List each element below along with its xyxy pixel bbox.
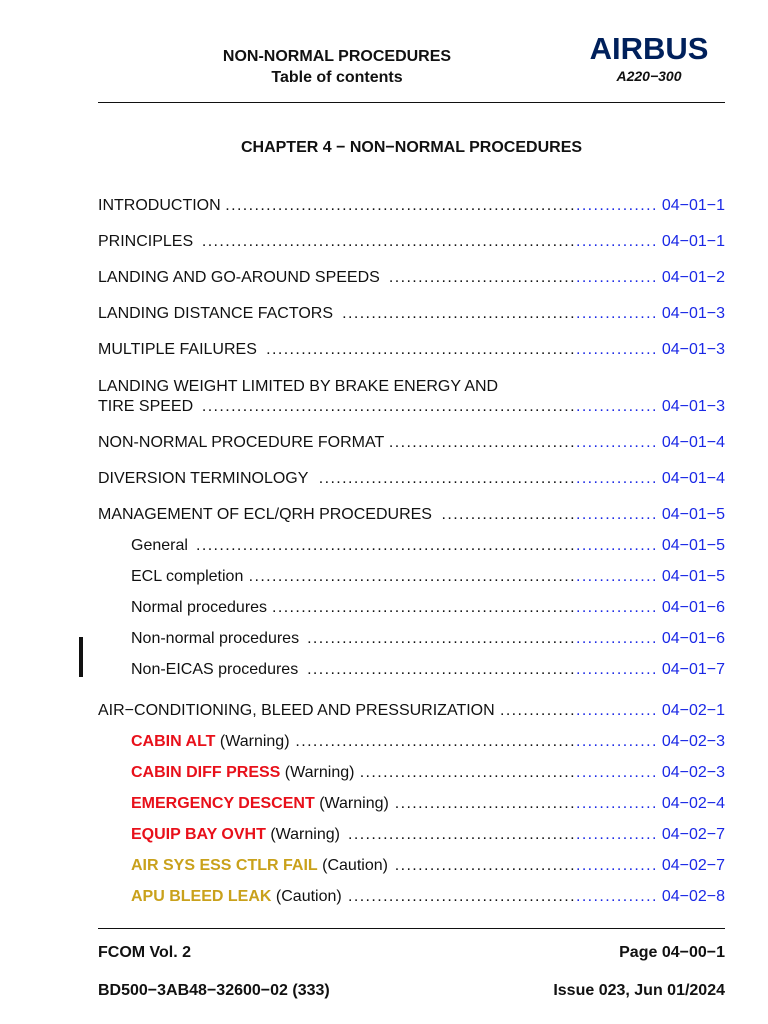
toc-subentry-cabin-alt[interactable]	[131, 732, 725, 752]
footer-issue: Issue 023, Jun 01/2024	[553, 982, 725, 999]
toc-subentry-non-normal-procedures[interactable]	[131, 629, 725, 649]
toc-entry-principles[interactable]	[98, 232, 725, 252]
warning-alert-name: EQUIP BAY OVHT	[131, 826, 266, 843]
dot-leader: ..........................................................	[318, 470, 658, 487]
alert-type: (Caution)	[322, 857, 388, 874]
change-bar	[79, 637, 83, 677]
toc-entry-landing-weight-limited[interactable]	[98, 377, 725, 417]
toc-page-link[interactable]: 04−01−5	[661, 568, 725, 585]
toc-subentry-general[interactable]	[131, 536, 725, 556]
toc-subentry-emergency-descent[interactable]	[131, 794, 725, 814]
dot-leader: ...........................	[499, 702, 658, 719]
dot-leader: ..............................................................................	[201, 398, 658, 415]
header-divider	[98, 102, 725, 103]
toc-entry-non-normal-procedure-format[interactable]	[98, 433, 725, 453]
toc-entry-landing-go-around-speeds[interactable]	[98, 268, 725, 288]
chapter-title: CHAPTER 4 − NON−NORMAL PROCEDURES	[240, 139, 583, 156]
dot-leader: ......................................................................	[248, 568, 658, 585]
toc-subentry-cabin-diff-press[interactable]	[131, 763, 725, 783]
dot-leader: .....................................	[441, 506, 658, 523]
footer-divider	[98, 928, 725, 929]
toc-entry-label-line1: LANDING WEIGHT LIMITED BY BRAKE ENERGY AND	[98, 378, 499, 395]
toc-entry-label: ECL completion	[131, 568, 244, 585]
toc-page-link[interactable]: 04−02−7	[661, 826, 725, 843]
dot-leader: ..............................................................................	[201, 233, 658, 250]
toc-page-link[interactable]: 04−01−1	[661, 233, 725, 250]
dot-leader: ......................................................	[342, 305, 658, 322]
toc-page-link[interactable]: 04−01−3	[661, 305, 725, 322]
toc-entry-label: General	[131, 537, 188, 554]
toc-entry-multiple-failures[interactable]	[98, 340, 725, 360]
aircraft-model: A220−300	[616, 68, 682, 84]
toc-page-link[interactable]: 04−01−6	[661, 599, 725, 616]
alert-type: (Caution)	[275, 888, 342, 905]
toc-entry-label: MANAGEMENT OF ECL/QRH PROCEDURES	[98, 506, 432, 523]
footer-document-id: BD500−3AB48−32600−02 (333)	[98, 982, 330, 999]
toc-page-link[interactable]: 04−01−2	[661, 269, 725, 286]
toc-page-link[interactable]: 04−01−3	[661, 398, 725, 415]
document-header-title	[98, 46, 576, 88]
toc-page-link[interactable]: 04−02−8	[661, 888, 725, 905]
toc-entry-label: MULTIPLE FAILURES	[98, 341, 257, 358]
toc-page-link[interactable]: 04−01−6	[661, 630, 725, 647]
toc-entry-diversion-terminology[interactable]	[98, 469, 725, 489]
toc-entry-label: LANDING AND GO-AROUND SPEEDS	[98, 269, 380, 286]
dot-leader: ............................................................	[307, 661, 658, 678]
footer-manual: FCOM Vol. 2	[98, 944, 192, 961]
toc-subentry-ecl-completion[interactable]	[131, 567, 725, 587]
toc-page-link[interactable]: 04−01−3	[661, 341, 725, 358]
toc-entry-introduction[interactable]	[98, 196, 725, 216]
dot-leader: ............................................................	[307, 630, 658, 647]
caution-alert-name: APU BLEED LEAK	[131, 888, 272, 905]
dot-leader: ..........................................................................	[225, 197, 658, 214]
toc-entry-landing-distance-factors[interactable]	[98, 304, 725, 324]
toc-entry-label: INTRODUCTION	[98, 197, 221, 214]
toc-page-link[interactable]: 04−01−5	[661, 537, 725, 554]
toc-page-link[interactable]: 04−01−1	[661, 197, 725, 214]
dot-leader: ...................................................	[359, 764, 658, 781]
dot-leader: .............................................	[394, 795, 658, 812]
toc-entry-label: PRINCIPLES	[98, 233, 194, 250]
toc-entry-air-conditioning-bleed-pressurization[interactable]	[98, 701, 725, 721]
toc-page-link[interactable]: 04−01−4	[661, 434, 725, 451]
toc-entry-label: LANDING DISTANCE FACTORS	[98, 305, 333, 322]
toc-page-link[interactable]: 04−01−5	[661, 506, 725, 523]
toc-page-link[interactable]: 04−02−3	[661, 764, 725, 781]
toc-entry-label: Normal procedures	[131, 599, 268, 616]
toc-entry-label: Non-EICAS procedures	[131, 661, 299, 678]
toc-page-link[interactable]: 04−02−7	[661, 857, 725, 874]
toc-entry-label: NON-NORMAL PROCEDURE FORMAT	[98, 434, 385, 451]
dot-leader: .....................................................	[348, 888, 658, 905]
dot-leader: ...................................................................	[266, 341, 658, 358]
toc-subentry-equip-bay-ovht[interactable]	[131, 825, 725, 845]
logo-text: AIRBUS	[589, 31, 709, 66]
dot-leader: ..............................................	[388, 269, 658, 286]
alert-type: (Warning)	[219, 733, 290, 750]
toc-page-link[interactable]: 04−01−4	[661, 470, 725, 487]
alert-type: (Warning)	[319, 795, 389, 812]
warning-alert-name: CABIN DIFF PRESS	[131, 764, 281, 781]
dot-leader: .............................................	[394, 857, 658, 874]
caution-alert-name: AIR SYS ESS CTLR FAIL	[131, 857, 318, 874]
header-title-line1: NON-NORMAL PROCEDURES	[222, 48, 452, 65]
toc-entry-label: AIR−CONDITIONING, BLEED AND PRESSURIZATION	[98, 702, 495, 719]
dot-leader: .....................................................	[348, 826, 658, 843]
toc-entry-label: DIVERSION TERMINOLOGY	[98, 470, 309, 487]
alert-type: (Warning)	[270, 826, 340, 843]
alert-type: (Warning)	[284, 764, 355, 781]
toc-subentry-apu-bleed-leak[interactable]	[131, 887, 725, 907]
footer-page-number: Page 04−00−1	[619, 944, 725, 961]
header-title-line2: Table of contents	[271, 69, 403, 86]
toc-page-link[interactable]: 04−02−3	[661, 733, 725, 750]
toc-page-link[interactable]: 04−02−1	[661, 702, 725, 719]
dot-leader: ..................................................................	[272, 599, 658, 616]
airbus-logo	[570, 32, 728, 84]
dot-leader: ...............................................................................	[196, 537, 658, 554]
dot-leader: ..............................................	[388, 434, 658, 451]
toc-subentry-air-sys-ess-ctlr-fail[interactable]	[131, 856, 725, 876]
warning-alert-name: CABIN ALT	[131, 733, 216, 750]
toc-subentry-non-eicas-procedures[interactable]	[131, 660, 725, 680]
dot-leader: ..............................................................	[295, 733, 658, 750]
toc-entry-label: Non-normal procedures	[131, 630, 300, 647]
toc-page-link[interactable]: 04−01−7	[661, 661, 725, 678]
warning-alert-name: EMERGENCY DESCENT	[131, 795, 315, 812]
toc-subentry-normal-procedures[interactable]	[131, 598, 725, 618]
toc-entry-label: TIRE SPEED	[98, 398, 194, 415]
toc-entry-management-ecl-qrh[interactable]	[98, 505, 725, 525]
toc-page-link[interactable]: 04−02−4	[661, 795, 725, 812]
